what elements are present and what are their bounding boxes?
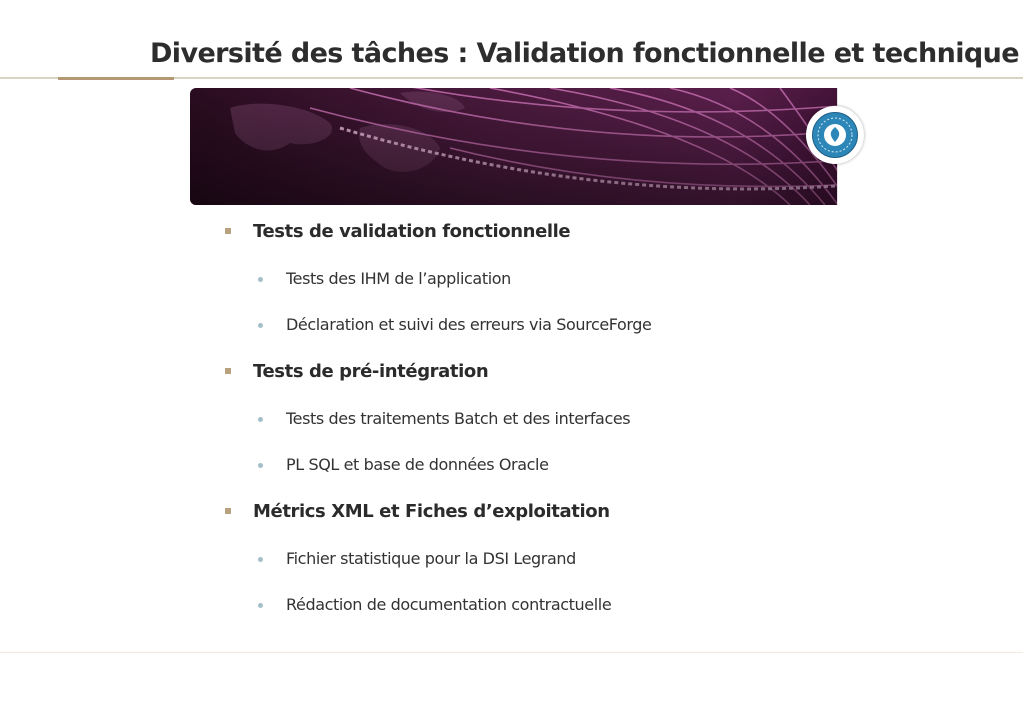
bullet-square-icon xyxy=(225,368,231,374)
slide-title: Diversité des tâches : Validation fonctionnelle et technique xyxy=(150,38,1019,69)
section-heading: Tests de pré-intégration xyxy=(253,361,489,382)
bullet-dot-icon xyxy=(258,277,263,282)
list-item: Tests des IHM de l’application xyxy=(286,269,511,288)
list-item: Rédaction de documentation contractuelle xyxy=(286,595,612,614)
list-item: Tests des traitements Batch et des interfaces xyxy=(286,409,631,428)
bullet-dot-icon xyxy=(258,603,263,608)
section-heading: Tests de validation fonctionnelle xyxy=(253,221,571,242)
bullet-dot-icon xyxy=(258,463,263,468)
list-item: Déclaration et suivi des erreurs via SourceForge xyxy=(286,315,652,334)
footer-divider xyxy=(0,652,1023,653)
bullet-dot-icon xyxy=(258,417,263,422)
section-heading: Métrics XML et Fiches d’exploitation xyxy=(253,501,610,522)
list-item: Fichier statistique pour la DSI Legrand xyxy=(286,549,576,568)
list-item: PL SQL et base de données Oracle xyxy=(286,455,549,474)
bullet-square-icon xyxy=(225,228,231,234)
bullet-square-icon xyxy=(225,508,231,514)
bullet-dot-icon xyxy=(258,323,263,328)
bullet-dot-icon xyxy=(258,557,263,562)
